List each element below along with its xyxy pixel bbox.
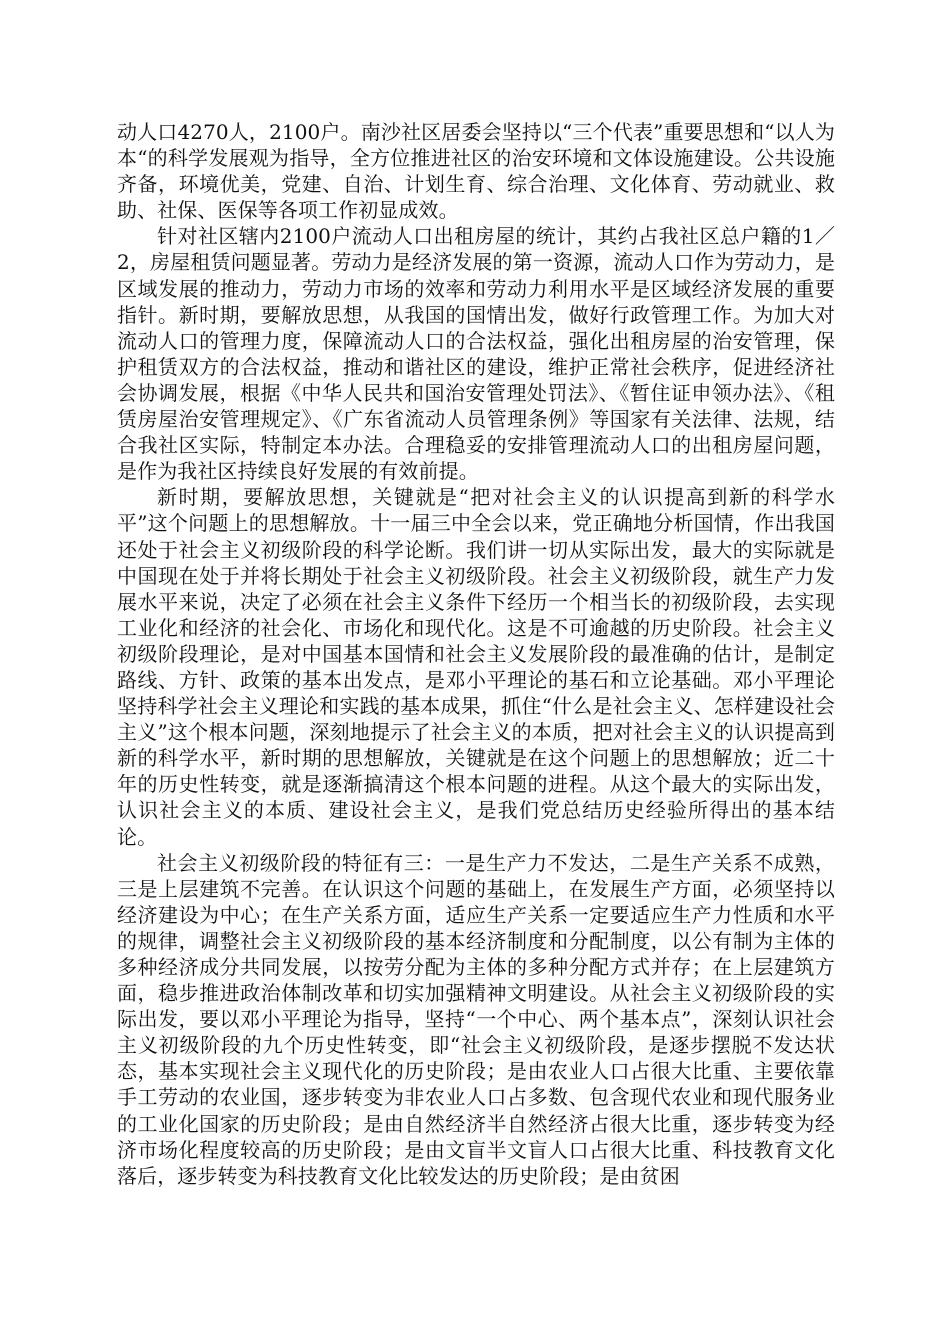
paragraph-4: 社会主义初级阶段的特征有三：一是生产力不发达，二是生产关系不成熟，三是上层建筑不完善。在认识这个问题的基础上，在发展生产方面，必须坚持以经济建设为中心；在生产关系方面，适应生产关系一定要适应生产力性质和水平的规律，调整社会主义初级阶段的基本经济制度和分配制度，以公有制为主体的多种经济成分共同发展，以按劳分配为主体的多种分配方式并存；在上层建筑方面，稳步推进政治体制改革和切实加强精神文明建设。从社会主义初级阶段的实际出发，要以邓小平理论为指导，坚持“一个中心、两个基本点”，深刻认识社会主义初级阶段的九个历史性转变，即“社会主义初级阶段，是逐步摆脱不发达状态，基本实现社会主义现代化的历史阶段；是由农业人口占很大比重、主要依靠手工劳动的农业国，逐步转变为非农业人口占多数、包含现代农业和现代服务业的工业化国家的历史阶段；是由自然经济半自然经济占很大比重，逐步转变为经济市场化程度较高的历史阶段；是由文盲半文盲人口占很大比重、科技教育文化落后，逐步转变为科技教育文化比较发达的历史阶段；是由贫困: [117, 850, 835, 1188]
paragraph-2: 针对社区辖内2100户流动人口出租房屋的统计，其约占我社区总户籍的1／2，房屋租赁问题显著。劳动力是经济发展的第一资源，流动人口作为劳动力，是区域发展的推动力，劳动力市场的效率和劳动力利用水平是区域经济发展的重要指针。新时期，要解放思想，从我国的国情出发，做好行政管理工作。为加大对流动人口的管理力度，保障流动人口的合法权益，强化出租房屋的治安管理，保护租赁双方的合法权益，推动和谐社区的建设，维护正常社会秩序，促进经济社会协调发展，根据《中华人民共和国治安管理处罚法》、《暂住证申领办法》、《租赁房屋治安管理规定》、《广东省流动人员管理条例》等国家有关法律、法规，结合我社区实际，特制定本办法。合理稳妥的安排管理流动人口的出租房屋问题，是作为我社区持续良好发展的有效前提。: [117, 224, 835, 484]
document-page: [117, 119, 835, 1189]
paragraph-1: 动人口4270人，2100户。南沙社区居委会坚持以“三个代表”重要思想和“以人为本“的科学发展观为指导，全方位推进社区的治安环境和文体设施建设。公共设施齐备，环境优美，党建、自治、计划生育、综合治理、文化体育、劳动就业、救助、社保、医保等各项工作初显成效。: [117, 120, 835, 223]
paragraph-3: 新时期，要解放思想，关键就是“把对社会主义的认识提高到新的科学水平”这个问题上的思想解放。十一届三中全会以来，党正确地分析国情，作出我国还处于社会主义初级阶段的科学论断。我们讲一切从实际出发，最大的实际就是中国现在处于并将长期处于社会主义初级阶段。社会主义初级阶段，就生产力发展水平来说，决定了必须在社会主义条件下经历一个相当长的初级阶段，去实现工业化和经济的社会化、市场化和现代化。这是不可逾越的历史阶段。社会主义初级阶段理论，是对中国基本国情和社会主义发展阶段的最准确的估计，是制定路线、方针、政策的基本出发点，是邓小平理论的基石和立论基础。邓小平理论坚持科学社会主义理论和实践的基本成果，抓住“什么是社会主义、怎样建设社会主义”这个根本问题，深刻地提示了社会主义的本质，把对社会主义的认识提高到新的科学水平，新时期的思想解放，关键就是在这个问题上的思想解放；近二十年的历史性转变，就是逐渐搞清这个根本问题的进程。从这个最大的实际出发，认识社会主义的本质、建设社会主义，是我们党总结历史经验所得出的基本结论。: [117, 485, 835, 849]
